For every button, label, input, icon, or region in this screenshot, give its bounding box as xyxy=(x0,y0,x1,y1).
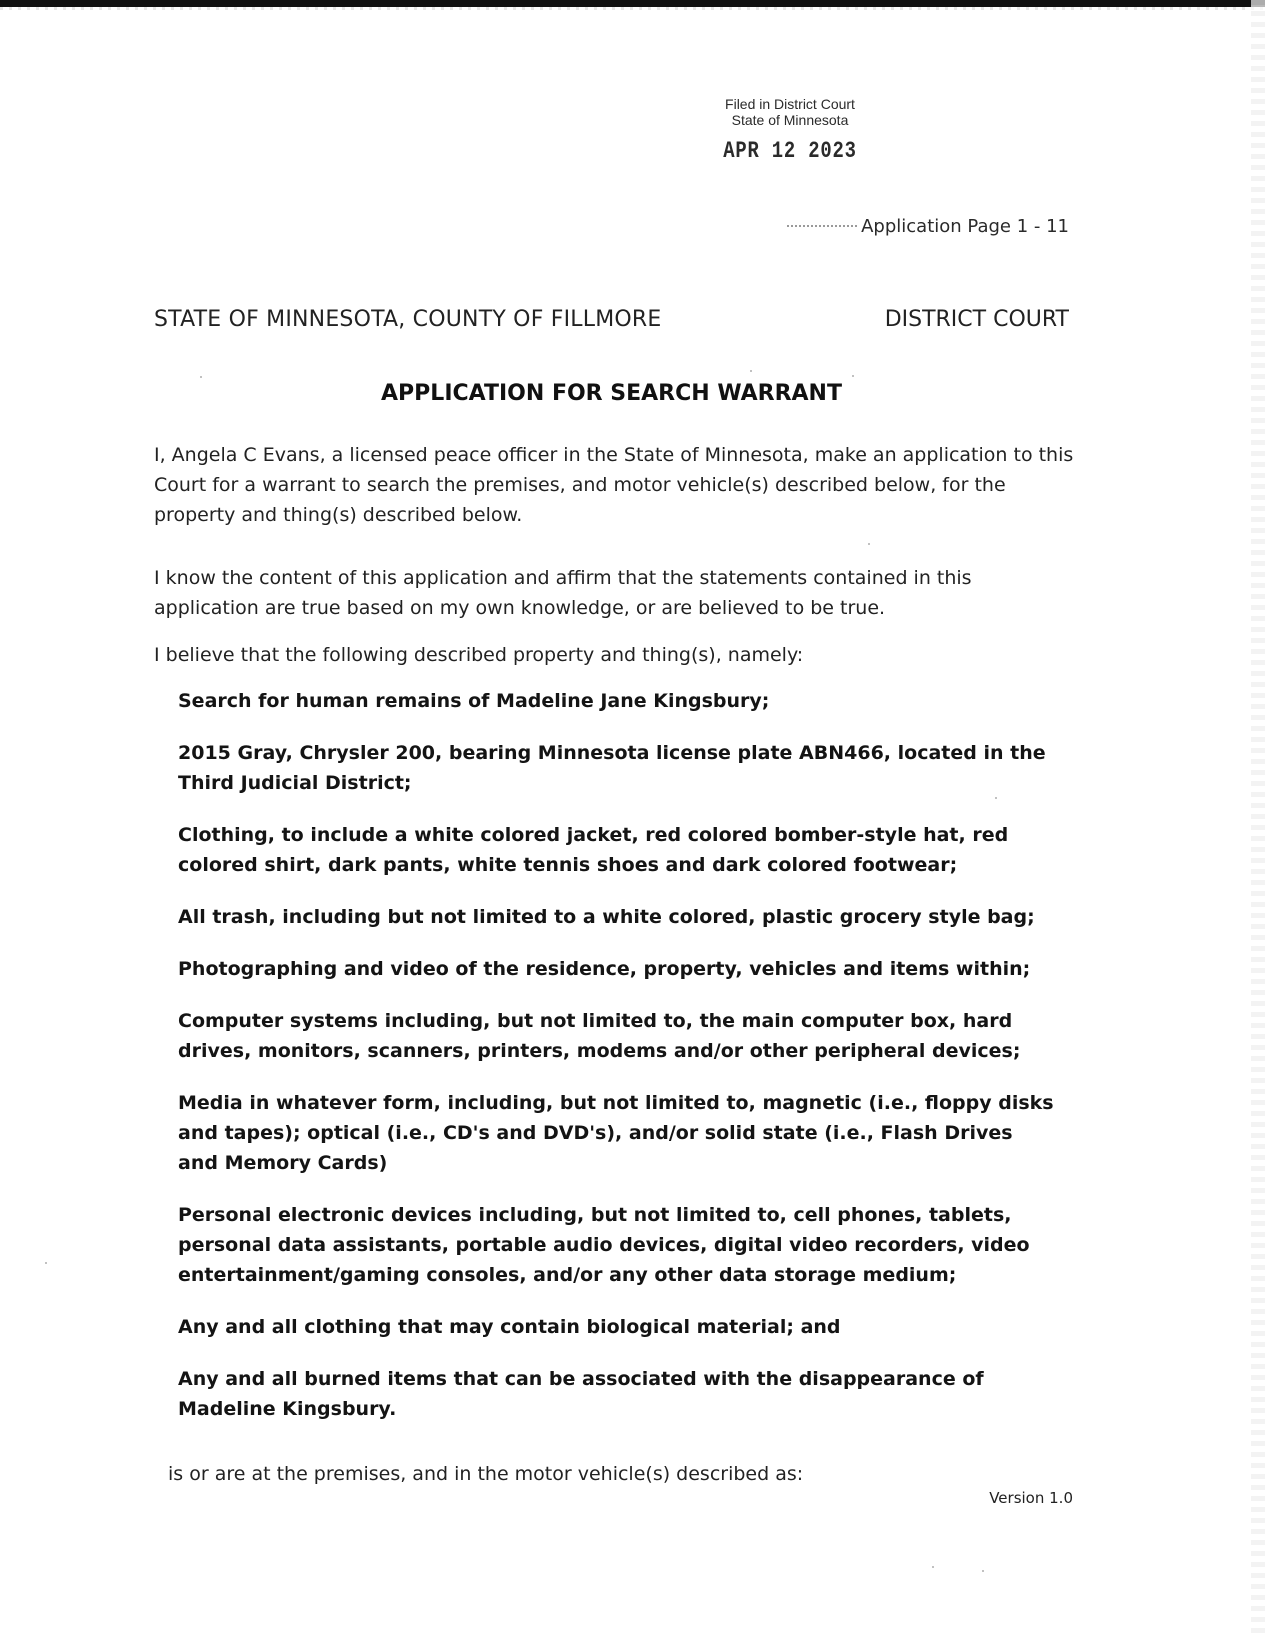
intro-paragraph-3: I believe that the following described property and thing(s), namely: xyxy=(154,644,804,666)
intro-paragraph-1: I, Angela C Evans, a licensed peace officer in the State of Minnesota, make an application to this Court for a warrant to search the premises, and motor vehicle(s) described below, for the property and thing(s) described below. xyxy=(154,444,1074,526)
scan-top-edge xyxy=(0,0,1265,7)
property-item: Search for human remains of Madeline Jane Kingsbury; xyxy=(178,690,770,712)
scan-speck xyxy=(932,1566,934,1568)
scan-speck xyxy=(852,375,854,377)
property-item: Media in whatever form, including, but not limited to, magnetic (i.e., floppy disks and tapes); optical (i.e., CD's and DVD's), and/or solid state (i.e., Flash Drives and Memory Cards) xyxy=(178,1092,1054,1174)
property-item: Computer systems including, but not limited to, the main computer box, hard drives, monitors, scanners, printers, modems and/or other peripheral devices; xyxy=(178,1010,1021,1062)
stamp-date: APR 12 2023 xyxy=(723,138,857,164)
intro-paragraph-2: I know the content of this application and affirm that the statements contained in this application are true based on my own knowledge, or are believed to be true. xyxy=(154,567,972,619)
filing-stamp xyxy=(700,96,880,164)
closing-statement: is or are at the premises, and in the motor vehicle(s) described as: xyxy=(168,1463,804,1485)
scan-speck xyxy=(200,376,202,378)
scan-smudge xyxy=(787,225,857,229)
version-label: Version 1.0 xyxy=(989,1489,1073,1507)
scan-speck xyxy=(995,797,997,799)
property-item: Photographing and video of the residence, property, vehicles and items within; xyxy=(178,958,1031,980)
stamp-line-state: State of Minnesota xyxy=(731,112,849,128)
case-caption-court: DISTRICT COURT xyxy=(884,307,1069,332)
page-number-label: Application Page 1 - 11 xyxy=(861,216,1069,237)
stamp-line-court: Filed in District Court xyxy=(725,96,855,112)
scan-speck xyxy=(45,1262,47,1264)
property-item: Any and all burned items that can be associated with the disappearance of Madeline Kingsbury. xyxy=(178,1368,984,1420)
document-title: APPLICATION FOR SEARCH WARRANT xyxy=(381,381,842,406)
property-item: Personal electronic devices including, but not limited to, cell phones, tablets, personal data assistants, portable audio devices, digital video recorders, video entertainment/gaming consoles, and/or any other data storage medium; xyxy=(178,1204,1030,1286)
property-item: 2015 Gray, Chrysler 200, bearing Minnesota license plate ABN466, located in the Third Judicial District; xyxy=(178,742,1046,794)
page-number xyxy=(787,216,1069,237)
scan-right-edge xyxy=(1251,0,1265,1638)
property-list xyxy=(178,686,1058,1446)
property-item: Any and all clothing that may contain biological material; and xyxy=(178,1316,841,1338)
property-item: Clothing, to include a white colored jacket, red colored bomber-style hat, red colored shirt, dark pants, white tennis shoes and dark colored footwear; xyxy=(178,824,1009,876)
property-item: All trash, including but not limited to a white colored, plastic grocery style bag; xyxy=(178,906,1035,928)
scan-speck xyxy=(868,543,870,545)
scan-speck xyxy=(750,370,752,372)
case-caption-venue: STATE OF MINNESOTA, COUNTY OF FILLMORE xyxy=(154,307,662,332)
scan-speck xyxy=(982,1570,984,1572)
